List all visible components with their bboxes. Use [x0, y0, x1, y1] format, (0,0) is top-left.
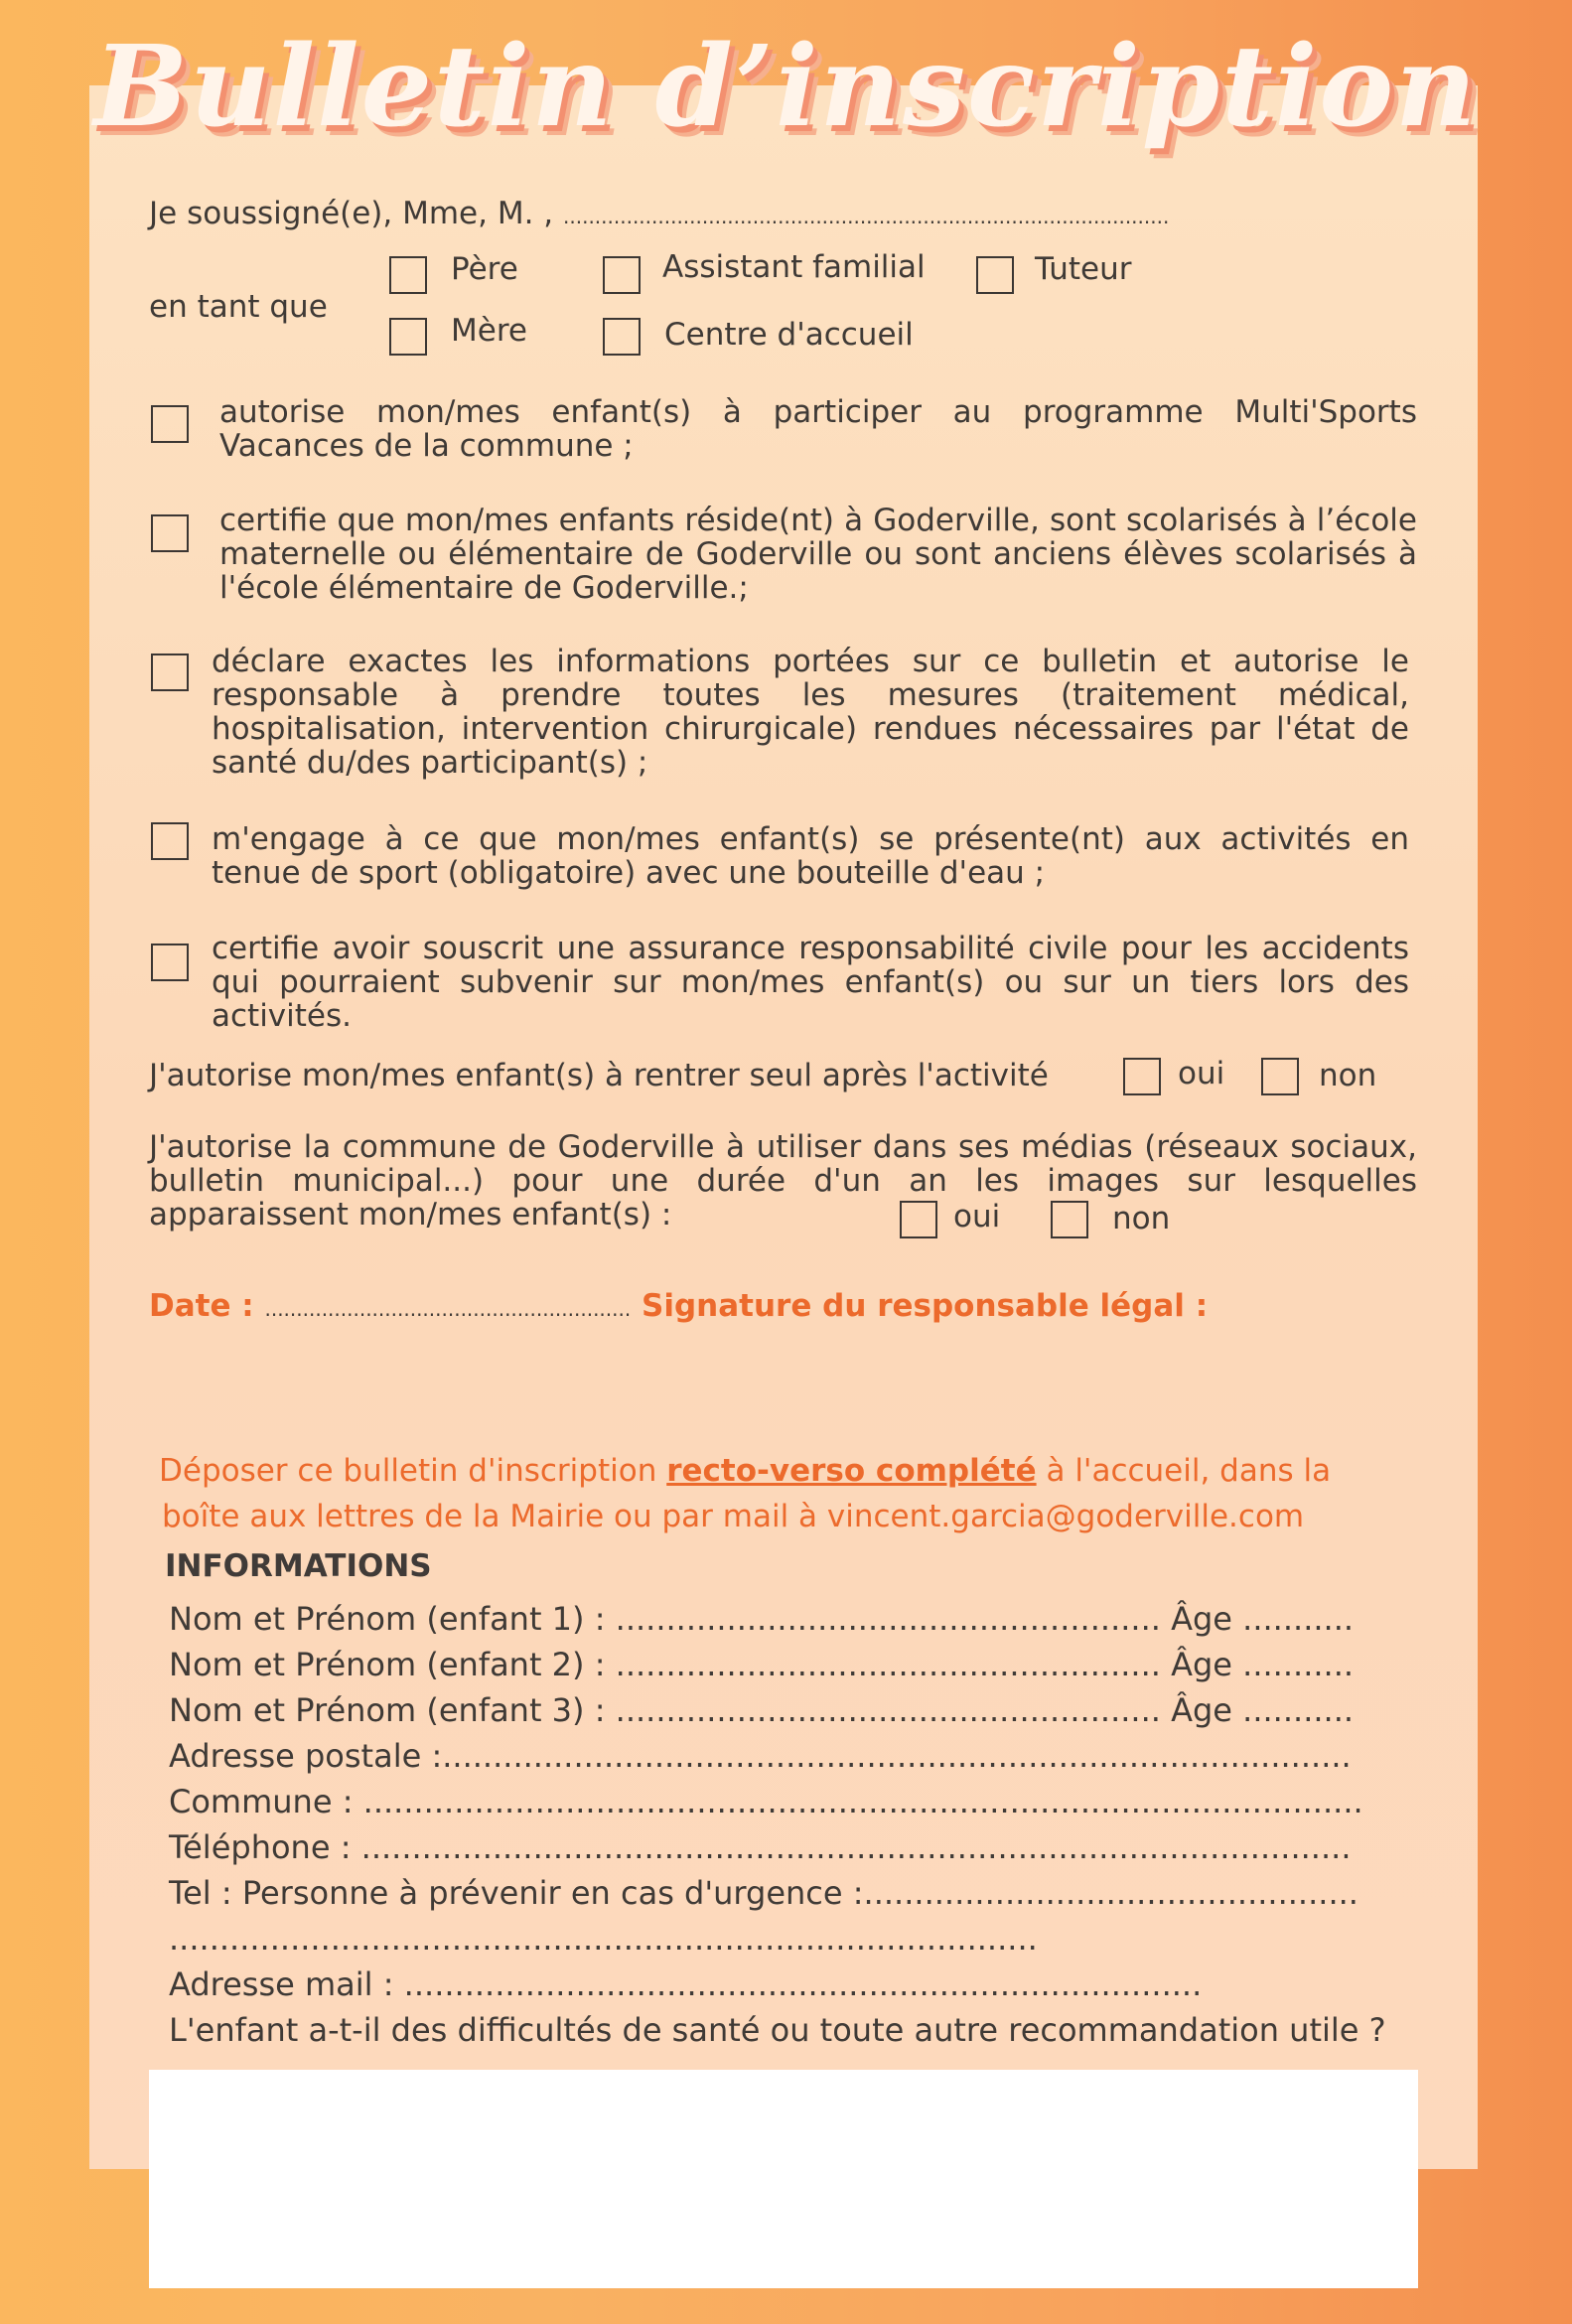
date-dots[interactable]: .......................................................... — [264, 1297, 632, 1321]
checkbox-media-oui[interactable] — [900, 1201, 937, 1238]
signer-dots[interactable]: ................................................................................................ — [563, 205, 1170, 228]
alone-oui-label: oui — [1178, 1056, 1225, 1091]
signer-line — [149, 197, 1169, 233]
alone-non-label: non — [1319, 1058, 1377, 1093]
checkbox-pere[interactable] — [389, 256, 427, 294]
deposit-line-1 — [159, 1454, 1331, 1488]
role-centre-label: Centre d'accueil — [664, 317, 914, 353]
media-text — [149, 1129, 1417, 1235]
info-adresse-postale[interactable]: Adresse postale :.......................................................................................... — [169, 1737, 1352, 1775]
checkbox-assistant-familial[interactable] — [603, 256, 641, 294]
role-assistant-label: Assistant familial — [662, 249, 926, 285]
checkbox-declaration-5[interactable] — [151, 944, 189, 981]
deposit-after: à l'accueil, dans la — [1036, 1453, 1332, 1489]
signature-label: Signature du responsable légal : — [642, 1288, 1209, 1324]
deposit-line-2: boîte aux lettres de la Mairie ou par mail à vincent.garcia@goderville.com — [162, 1499, 1305, 1534]
media-oui-label: oui — [953, 1199, 1001, 1235]
info-urgence[interactable]: Tel : Personne à prévenir en cas d'urgence :................................................. — [169, 1874, 1358, 1912]
role-label: en tant que — [149, 289, 328, 325]
checkbox-declaration-2[interactable] — [151, 514, 189, 552]
alone-text: J'autorise mon/mes enfant(s) à rentrer seul après l'activité — [149, 1058, 1049, 1093]
checkbox-declaration-4[interactable] — [151, 822, 189, 860]
info-heading: INFORMATIONS — [165, 1548, 432, 1584]
checkbox-alone-oui[interactable] — [1123, 1058, 1161, 1095]
checkbox-declaration-3[interactable] — [151, 654, 189, 691]
info-sante-question: L'enfant a-t-il des difficultés de santé ou toute autre recommandation utile ? — [169, 2011, 1386, 2049]
info-enfant-2[interactable]: Nom et Prénom (enfant 2) : ...................................................... Âge ........... — [169, 1646, 1355, 1683]
checkbox-declaration-1[interactable] — [151, 405, 189, 443]
info-adresse-mail[interactable]: Adresse mail : ............................................................................... — [169, 1965, 1203, 2003]
checkbox-centre-accueil[interactable] — [603, 318, 641, 356]
date-signature-line — [149, 1288, 1208, 1324]
health-notes-box[interactable] — [149, 2070, 1418, 2288]
signer-label: Je soussigné(e), Mme, M. , — [149, 196, 554, 231]
declaration-3: déclare exactes les informations portées sur ce bulletin et autorise le responsable à prendre toutes les mesures (traitement médical, hospitalisation, intervention chirurgicale) rendues nécessaires par l'état de santé du/des participant(s) ; — [212, 644, 1409, 781]
info-commune[interactable]: Commune : ................................................................................................... — [169, 1783, 1363, 1820]
deposit-link[interactable]: recto-verso complété — [666, 1453, 1037, 1489]
checkbox-mere[interactable] — [389, 318, 427, 356]
declaration-1: autorise mon/mes enfant(s) à participer au programme Multi'Sports Vacances de la commune ; — [219, 394, 1417, 464]
role-mere-label: Mère — [451, 313, 527, 349]
media-non-label: non — [1112, 1201, 1171, 1236]
info-telephone[interactable]: Téléphone : .................................................................................................. — [169, 1828, 1352, 1866]
role-pere-label: Père — [451, 251, 518, 287]
checkbox-tuteur[interactable] — [976, 256, 1014, 294]
info-enfant-1[interactable]: Nom et Prénom (enfant 1) : ...................................................... Âge ........... — [169, 1600, 1355, 1638]
deposit-before: Déposer ce bulletin d'inscription — [159, 1453, 667, 1489]
checkbox-alone-non[interactable] — [1261, 1058, 1299, 1095]
info-urgence-continued[interactable]: ...................................................................................... — [169, 1920, 1038, 1958]
declaration-5: certifie avoir souscrit une assurance responsabilité civile pour les accidents qui pourraient subvenir sur mon/mes enfant(s) ou sur un tiers lors des activités. — [212, 931, 1409, 1034]
info-enfant-3[interactable]: Nom et Prénom (enfant 3) : ...................................................... Âge ........... — [169, 1691, 1355, 1729]
declaration-4: m'engage à ce que mon/mes enfant(s) se présente(nt) aux activités en tenue de sport (obligatoire) avec une bouteille d'eau ; — [212, 821, 1409, 891]
declaration-2: certifie que mon/mes enfants réside(nt) à Goderville, sont scolarisés à l’école maternelle ou élémentaire de Goderville ou sont anciens élèves scolarisés à l'école élémentaire de Goderville.; — [219, 503, 1417, 606]
checkbox-media-non[interactable] — [1051, 1201, 1088, 1238]
role-tuteur-label: Tuteur — [1035, 251, 1132, 287]
date-label: Date : — [149, 1288, 254, 1324]
page-title: Bulletin d’inscription — [93, 22, 1479, 152]
media-text-content: J'autorise la commune de Goderville à utiliser dans ses médias (réseaux sociaux, bulletin municipal...) pour une durée d'un an les images sur lesquelles apparaissent mon/mes enfant(s) : — [149, 1129, 1417, 1233]
